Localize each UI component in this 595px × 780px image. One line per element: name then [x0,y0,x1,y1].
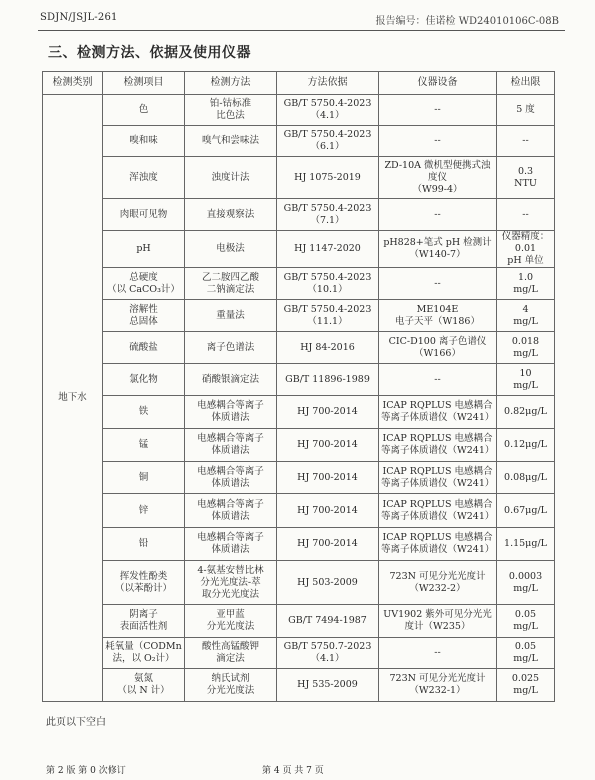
limit-cell: 0.0003 mg/L [497,561,555,605]
column-header: 方法依据 [277,72,379,95]
basis-cell: HJ 700-2014 [277,528,379,561]
limit-cell: 1.0 mg/L [497,268,555,300]
method-cell: 浊度计法 [185,157,277,199]
item-cell: 氨氮 （以 N 计） [103,669,185,702]
instrument-cell: 723N 可见分光光度计 （W232-1） [379,669,497,702]
limit-cell: 5 度 [497,95,555,126]
method-cell: 4-氨基安替比林 分光光度法-萃 取分光光度法 [185,561,277,605]
item-cell: 嗅和味 [103,126,185,157]
table-row [43,462,555,494]
limit-cell: 0.05 mg/L [497,605,555,638]
basis-cell: HJ 503-2009 [277,561,379,605]
method-cell: 直接观察法 [185,199,277,231]
basis-cell: HJ 1147-2020 [277,231,379,268]
item-cell: 阴离子 表面活性剂 [103,605,185,638]
instrument-cell: ICAP RQPLUS 电感耦合 等离子体质谱仪（W241） [379,494,497,528]
item-cell: 氯化物 [103,364,185,396]
instrument-cell: ICAP RQPLUS 电感耦合 等离子体质谱仪（W241） [379,429,497,462]
instrument-cell: -- [379,199,497,231]
table-row [43,231,555,268]
table-row [43,364,555,396]
method-cell: 电极法 [185,231,277,268]
limit-cell: 0.05 mg/L [497,638,555,669]
column-header: 检测项目 [103,72,185,95]
method-cell: 乙二胺四乙酸 二钠滴定法 [185,268,277,300]
method-cell: 嗅气和尝味法 [185,126,277,157]
instrument-cell: CIC-D100 离子色谱仪 （W166） [379,332,497,364]
instrument-cell: -- [379,126,497,157]
basis-cell: HJ 700-2014 [277,494,379,528]
item-cell: 耗氧量（CODMn 法，以 O₂计） [103,638,185,669]
method-cell: 电感耦合等离子 体质谱法 [185,494,277,528]
column-header: 检测方法 [185,72,277,95]
table-row [43,605,555,638]
table-row [43,126,555,157]
column-header: 检出限 [497,72,555,95]
item-cell: 铁 [103,396,185,429]
table-row [43,157,555,199]
limit-cell: 0.12μg/L [497,429,555,462]
method-cell: 重量法 [185,300,277,332]
item-cell: 色 [103,95,185,126]
method-cell: 纳氏试剂 分光光度法 [185,669,277,702]
category-cell: 地下水 [43,95,103,702]
method-cell: 亚甲蓝 分光光度法 [185,605,277,638]
basis-cell: GB/T 5750.4-2023 （11.1） [277,300,379,332]
method-cell: 离子色谱法 [185,332,277,364]
method-cell: 铂-钴标准 比色法 [185,95,277,126]
table-header-row [43,72,555,95]
method-cell: 电感耦合等离子 体质谱法 [185,429,277,462]
limit-cell: 10 mg/L [497,364,555,396]
limit-cell: -- [497,199,555,231]
table-row [43,561,555,605]
item-cell: 浑浊度 [103,157,185,199]
basis-cell: GB/T 5750.7-2023 （4.1） [277,638,379,669]
basis-cell: HJ 535-2009 [277,669,379,702]
basis-cell: HJ 700-2014 [277,429,379,462]
item-cell: 铅 [103,528,185,561]
limit-cell: 1.15μg/L [497,528,555,561]
table-row [43,429,555,462]
limit-cell: 0.025 mg/L [497,669,555,702]
basis-cell: HJ 1075-2019 [277,157,379,199]
basis-cell: GB/T 5750.4-2023 （6.1） [277,126,379,157]
document-code: SDJN/JSJL-261 [40,12,118,23]
limit-cell: 0.82μg/L [497,396,555,429]
methods-table [42,71,555,702]
method-cell: 电感耦合等离子 体质谱法 [185,462,277,494]
table-row [43,95,555,126]
instrument-cell: pH828+笔式 pH 检测计 （W140-7） [379,231,497,268]
table-row [43,268,555,300]
basis-cell: GB/T 7494-1987 [277,605,379,638]
item-cell: pH [103,231,185,268]
instrument-cell: -- [379,268,497,300]
basis-cell: GB/T 5750.4-2023 （4.1） [277,95,379,126]
item-cell: 挥发性酚类 （以苯酚计） [103,561,185,605]
instrument-cell: ICAP RQPLUS 电感耦合 等离子体质谱仪（W241） [379,462,497,494]
instrument-cell: ICAP RQPLUS 电感耦合 等离子体质谱仪（W241） [379,396,497,429]
section-title: 三、检测方法、依据及使用仪器 [48,45,251,61]
limit-cell: 0.3 NTU [497,157,555,199]
basis-cell: GB/T 5750.4-2023 （10.1） [277,268,379,300]
table-row [43,494,555,528]
instrument-cell: UV1902 紫外可见分光光 度计（W235） [379,605,497,638]
instrument-cell: ZD-10A 微机型便携式浊 度仪 （W99-4） [379,157,497,199]
method-cell: 电感耦合等离子 体质谱法 [185,528,277,561]
method-cell: 酸性高锰酸钾 滴定法 [185,638,277,669]
basis-cell: HJ 700-2014 [277,462,379,494]
table-row [43,528,555,561]
end-note: 此页以下空白 [46,717,106,728]
limit-cell: -- [497,126,555,157]
item-cell: 溶解性 总固体 [103,300,185,332]
item-cell: 铜 [103,462,185,494]
table-row [43,669,555,702]
column-header: 仪器设备 [379,72,497,95]
limit-cell: 4 mg/L [497,300,555,332]
limit-cell: 0.67μg/L [497,494,555,528]
limit-cell: 仪器精度： 0.01 pH 单位 [497,231,555,268]
table-row [43,199,555,231]
header-divider [38,30,565,31]
method-cell: 硝酸银滴定法 [185,364,277,396]
item-cell: 硫酸盐 [103,332,185,364]
limit-cell: 0.08μg/L [497,462,555,494]
edition-info: 第 2 版 第 0 次修订 [46,766,126,776]
instrument-cell: -- [379,364,497,396]
item-cell: 锰 [103,429,185,462]
table-row [43,396,555,429]
item-cell: 总硬度 （以 CaCO₃计） [103,268,185,300]
table-row [43,300,555,332]
instrument-cell: ME104E 电子天平（W186） [379,300,497,332]
instrument-cell: -- [379,95,497,126]
instrument-cell: -- [379,638,497,669]
method-cell: 电感耦合等离子 体质谱法 [185,396,277,429]
page-number: 第 4 页 共 7 页 [262,766,324,776]
basis-cell: GB/T 5750.4-2023 （7.1） [277,199,379,231]
item-cell: 锌 [103,494,185,528]
limit-cell: 0.018 mg/L [497,332,555,364]
column-header: 检测类别 [43,72,103,95]
basis-cell: HJ 84-2016 [277,332,379,364]
instrument-cell: ICAP RQPLUS 电感耦合 等离子体质谱仪（W241） [379,528,497,561]
table-row [43,638,555,669]
table-row [43,332,555,364]
item-cell: 肉眼可见物 [103,199,185,231]
basis-cell: HJ 700-2014 [277,396,379,429]
basis-cell: GB/T 11896-1989 [277,364,379,396]
instrument-cell: 723N 可见分光光度计 （W232-2） [379,561,497,605]
table-body [43,95,555,702]
report-number: 报告编号：佳诺检 WD24010106C-08B [375,16,559,27]
